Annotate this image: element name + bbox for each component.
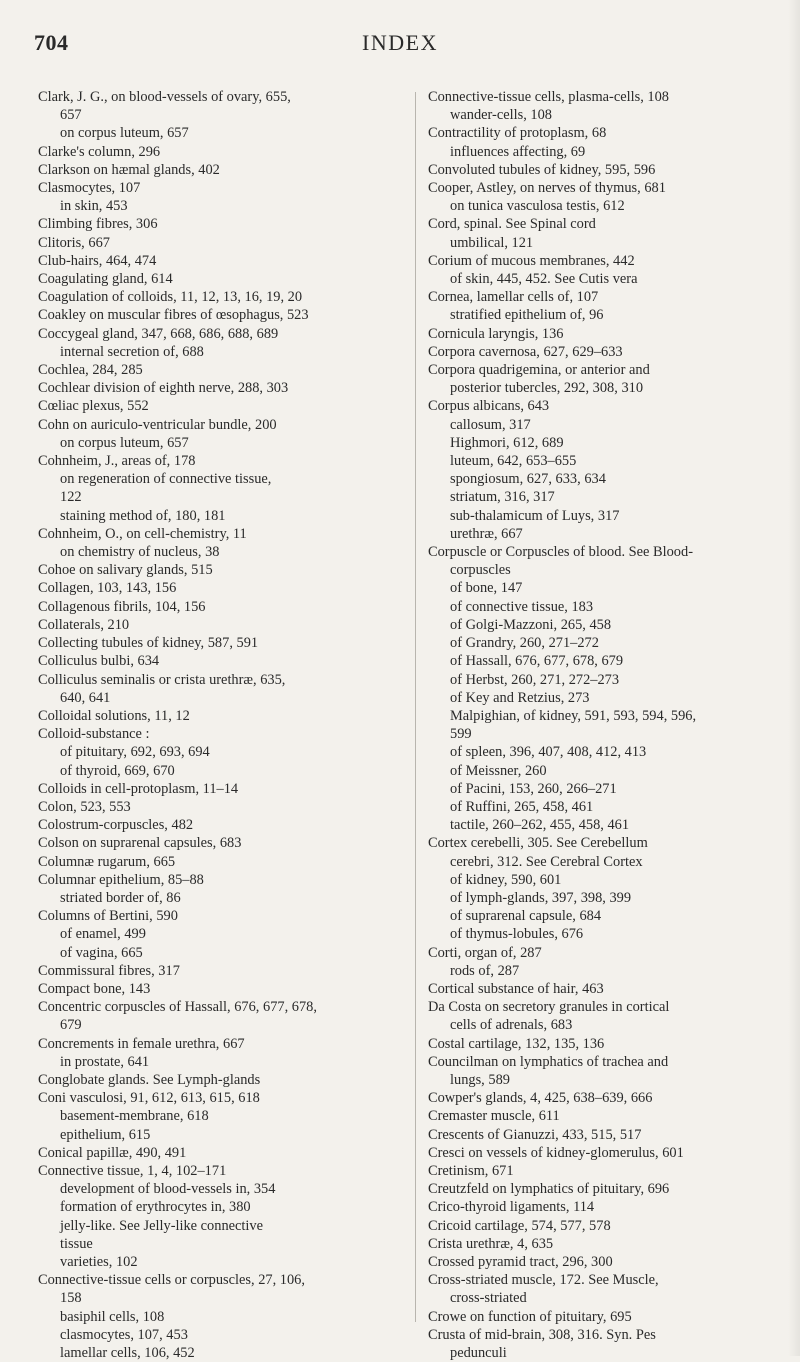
index-entry: Colostrum-corpuscles, 482 <box>38 817 194 834</box>
index-subentry: 657 <box>60 107 82 124</box>
index-entry: Corpus albicans, 643 <box>428 398 550 415</box>
index-subentry: cerebri, 312. See Cerebral Cortex <box>450 853 643 870</box>
index-entry: Clark, J. G., on blood-vessels of ovary, 655, <box>38 89 291 105</box>
page-number: 704 <box>34 30 69 55</box>
index-entry: Cretinism, 671 <box>428 1162 514 1179</box>
index-subentry: luteum, 642, 653–655 <box>450 453 577 470</box>
index-subentry: of suprarenal capsule, 684 <box>450 908 602 925</box>
index-entry: Connective tissue, 1, 4, 102–171 <box>38 1162 227 1179</box>
index-entry: Da Costa on secretory granules in cortical <box>428 999 670 1016</box>
index-subentry: wander-cells, 108 <box>450 107 553 124</box>
index-subentry: of skin, 445, 452. See Cutis vera <box>450 271 638 288</box>
index-entry: Collecting tubules of kidney, 587, 591 <box>38 635 259 652</box>
index-entry: Councilman on lymphatics of trachea and <box>428 1053 669 1070</box>
index-entry: Clasmocytes, 107 <box>38 180 141 197</box>
index-subentry: striated border of, 86 <box>60 889 181 906</box>
index-entry: Cortical substance of hair, 463 <box>428 980 604 997</box>
index-entry: Crossed pyramid tract, 296, 300 <box>428 1254 613 1270</box>
index-entry: Coagulating gland, 614 <box>38 271 173 288</box>
index-subentry: of Ruffini, 265, 458, 461 <box>450 798 594 815</box>
index-entry: Cowper's glands, 4, 425, 638–639, 666 <box>428 1090 653 1107</box>
index-entry: Cord, spinal. See Spinal cord <box>428 216 596 233</box>
index-subentry: spongiosum, 627, 633, 634 <box>450 471 606 488</box>
index-entry: Coagulation of colloids, 11, 12, 13, 16, 19, 20 <box>38 289 303 306</box>
index-entry: Collagen, 103, 143, 156 <box>38 580 177 597</box>
index-subentry: of enamel, 499 <box>60 926 146 943</box>
index-subentry: on regeneration of connective tissue, <box>60 471 272 488</box>
index-entry: Contractility of protoplasm, 68 <box>428 125 607 142</box>
index-subentry: development of blood-vessels in, 354 <box>60 1181 276 1198</box>
index-entry: Crista urethræ, 4, 635 <box>428 1235 554 1252</box>
index-subentry: of kidney, 590, 601 <box>450 871 562 888</box>
index-subentry: urethræ, 667 <box>450 525 523 542</box>
index-subentry: of Key and Retzius, 273 <box>450 689 590 706</box>
index-entry: Creutzfeld on lymphatics of pituitary, 696 <box>428 1181 670 1198</box>
index-subentry: of Meissner, 260 <box>450 762 547 779</box>
index-entry: Columnar epithelium, 85–88 <box>38 871 204 888</box>
index-subentry: 599 <box>450 726 472 743</box>
index-subentry: clasmocytes, 107, 453 <box>60 1326 188 1343</box>
index-entry: Colson on suprarenal capsules, 683 <box>38 835 242 852</box>
index-entry: Corti, organ of, 287 <box>428 944 542 961</box>
index-subentry: tactile, 260–262, 455, 458, 461 <box>450 817 630 834</box>
index-entry: Cooper, Astley, on nerves of thymus, 681 <box>428 180 666 197</box>
index-subentry: of connective tissue, 183 <box>450 598 594 615</box>
index-subentry: corpuscles <box>450 562 511 579</box>
index-entry: Crowe on function of pituitary, 695 <box>428 1308 632 1325</box>
index-subentry: epithelium, 615 <box>60 1126 151 1143</box>
index-subentry: of lymph-glands, 397, 398, 399 <box>450 889 632 906</box>
index-subentry: of pituitary, 692, 693, 694 <box>60 744 210 761</box>
index-subentry: 122 <box>60 489 82 506</box>
column-divider <box>415 92 416 1322</box>
index-subentry: Malpighian, of kidney, 591, 593, 594, 596, <box>450 707 697 724</box>
index-entry: Cohn on auriculo-ventricular bundle, 200 <box>38 416 277 433</box>
page-header <box>34 30 766 60</box>
index-entry: Colloid-substance : <box>38 726 150 743</box>
index-entry: Compact bone, 143 <box>38 980 151 997</box>
index-entry: Concentric corpuscles of Hassall, 676, 677, 678, <box>38 999 317 1016</box>
index-entry: Cochlear division of eighth nerve, 288, 303 <box>38 380 289 397</box>
index-entry: Corpora quadrigemina, or anterior and <box>428 362 650 379</box>
index-entry: Clarkson on hæmal glands, 402 <box>38 161 220 178</box>
index-entry: Coakley on muscular fibres of œsophagus, 523 <box>38 307 309 324</box>
index-subentry: posterior tubercles, 292, 308, 310 <box>450 380 644 397</box>
index-subentry: on chemistry of nucleus, 38 <box>60 544 220 561</box>
index-subentry: pedunculi <box>450 1345 507 1362</box>
index-entry: Conglobate glands. See Lymph-glands <box>38 1071 261 1088</box>
index-subentry: 640, 641 <box>60 689 111 706</box>
index-entry: Connective-tissue cells or corpuscles, 27, 106, <box>38 1272 305 1289</box>
index-entry: Cresci on vessels of kidney-glomerulus, 601 <box>428 1144 684 1161</box>
index-entry: Collagenous fibrils, 104, 156 <box>38 598 206 615</box>
index-entry: Crusta of mid-brain, 308, 316. Syn. Pes <box>428 1326 656 1343</box>
index-subentry: of Pacini, 153, 260, 266–271 <box>450 780 617 797</box>
left-column <box>38 88 402 1362</box>
index-entry: Coccygeal gland, 347, 668, 686, 688, 689 <box>38 325 279 342</box>
index-subentry: tissue <box>60 1235 93 1252</box>
index-subentry: Highmori, 612, 689 <box>450 434 564 451</box>
index-subentry: staining method of, 180, 181 <box>60 507 226 524</box>
index-subentry: callosum, 317 <box>450 416 531 433</box>
index-subentry: in prostate, 641 <box>60 1053 150 1070</box>
index-subentry: of Hassall, 676, 677, 678, 679 <box>450 653 624 670</box>
index-subentry: internal secretion of, 688 <box>60 343 204 360</box>
index-subentry: cross-striated <box>450 1290 527 1307</box>
index-entry: Cohoe on salivary glands, 515 <box>38 562 213 579</box>
index-subentry: of Grandry, 260, 271–272 <box>450 635 599 652</box>
index-subentry: sub-thalamicum of Luys, 317 <box>450 507 620 524</box>
index-entry: Cricoid cartilage, 574, 577, 578 <box>428 1217 611 1234</box>
index-subentry: rods of, 287 <box>450 962 520 979</box>
index-entry: Climbing fibres, 306 <box>38 216 158 233</box>
index-entry: Cross-striated muscle, 172. See Muscle, <box>428 1272 659 1289</box>
index-subentry: basiphil cells, 108 <box>60 1308 165 1325</box>
index-subentry: of vagina, 665 <box>60 944 143 961</box>
index-entry: Crescents of Gianuzzi, 433, 515, 517 <box>428 1126 642 1143</box>
index-entry: Columnæ rugarum, 665 <box>38 853 176 870</box>
index-subentry: of Herbst, 260, 271, 272–273 <box>450 671 620 688</box>
index-subentry: of thyroid, 669, 670 <box>60 762 175 779</box>
index-entry: Cohnheim, J., areas of, 178 <box>38 453 196 470</box>
index-subentry: umbilical, 121 <box>450 234 534 251</box>
index-subentry: varieties, 102 <box>60 1254 138 1270</box>
index-subentry: basement-membrane, 618 <box>60 1108 209 1125</box>
index-entry: Colliculus bulbi, 634 <box>38 653 160 670</box>
index-entry: Crico-thyroid ligaments, 114 <box>428 1199 595 1216</box>
index-subentry: lamellar cells, 106, 452 <box>60 1345 195 1362</box>
index-entry: Cohnheim, O., on cell-chemistry, 11 <box>38 525 247 542</box>
index-entry: Convoluted tubules of kidney, 595, 596 <box>428 161 656 178</box>
index-entry: Cortex cerebelli, 305. See Cerebellum <box>428 835 648 852</box>
index-entry: Cochlea, 284, 285 <box>38 362 143 379</box>
index-entry: Clitoris, 667 <box>38 234 110 251</box>
index-subentry: on tunica vasculosa testis, 612 <box>450 198 625 215</box>
index-entry: Corpora cavernosa, 627, 629–633 <box>428 343 623 360</box>
index-subentry: on corpus luteum, 657 <box>60 125 189 142</box>
index-subentry: lungs, 589 <box>450 1071 510 1088</box>
index-subentry: of Golgi-Mazzoni, 265, 458 <box>450 616 612 633</box>
index-entry: Columns of Bertini, 590 <box>38 908 178 925</box>
index-entry: Club-hairs, 464, 474 <box>38 252 157 269</box>
index-entry: Clarke's column, 296 <box>38 143 161 160</box>
page-edge-shadow <box>788 0 800 1356</box>
index-entry: Concrements in female urethra, 667 <box>38 1035 245 1052</box>
index-subentry: 679 <box>60 1017 82 1034</box>
index-subentry: influences affecting, 69 <box>450 143 586 160</box>
index-entry: Cornea, lamellar cells of, 107 <box>428 289 599 306</box>
index-entry: Cœliac plexus, 552 <box>38 398 149 415</box>
index-entry: Cornicula laryngis, 136 <box>428 325 564 342</box>
index-entry: Colon, 523, 553 <box>38 798 131 815</box>
index-entry: Conical papillæ, 490, 491 <box>38 1144 187 1161</box>
page-title: INDEX <box>362 30 438 55</box>
index-entry: Cremaster muscle, 611 <box>428 1108 560 1125</box>
right-column <box>428 88 778 1362</box>
index-subentry: on corpus luteum, 657 <box>60 434 189 451</box>
index-subentry: jelly-like. See Jelly-like connective <box>60 1217 263 1234</box>
index-subentry: of spleen, 396, 407, 408, 412, 413 <box>450 744 647 761</box>
index-entry: Coni vasculosi, 91, 612, 613, 615, 618 <box>38 1090 260 1107</box>
index-entry: Colloids in cell-protoplasm, 11–14 <box>38 780 239 797</box>
index-subentry: cells of adrenals, 683 <box>450 1017 573 1034</box>
index-subentry: of thymus-lobules, 676 <box>450 926 584 943</box>
index-entry: Commissural fibres, 317 <box>38 962 180 979</box>
index-entry: Connective-tissue cells, plasma-cells, 108 <box>428 89 669 105</box>
index-entry: Costal cartilage, 132, 135, 136 <box>428 1035 605 1052</box>
index-subentry: stratified epithelium of, 96 <box>450 307 604 324</box>
index-subentry: formation of erythrocytes in, 380 <box>60 1199 251 1216</box>
index-subentry: in skin, 453 <box>60 198 128 215</box>
index-subentry: 158 <box>60 1290 82 1307</box>
index-entry: Collaterals, 210 <box>38 616 130 633</box>
index-entry: Corium of mucous membranes, 442 <box>428 252 635 269</box>
index-subentry: striatum, 316, 317 <box>450 489 555 506</box>
index-entry: Colloidal solutions, 11, 12 <box>38 707 190 724</box>
index-subentry: of bone, 147 <box>450 580 523 597</box>
index-entry: Corpuscle or Corpuscles of blood. See Blood- <box>428 544 693 561</box>
index-entry: Colliculus seminalis or crista urethræ, 635, <box>38 671 286 688</box>
